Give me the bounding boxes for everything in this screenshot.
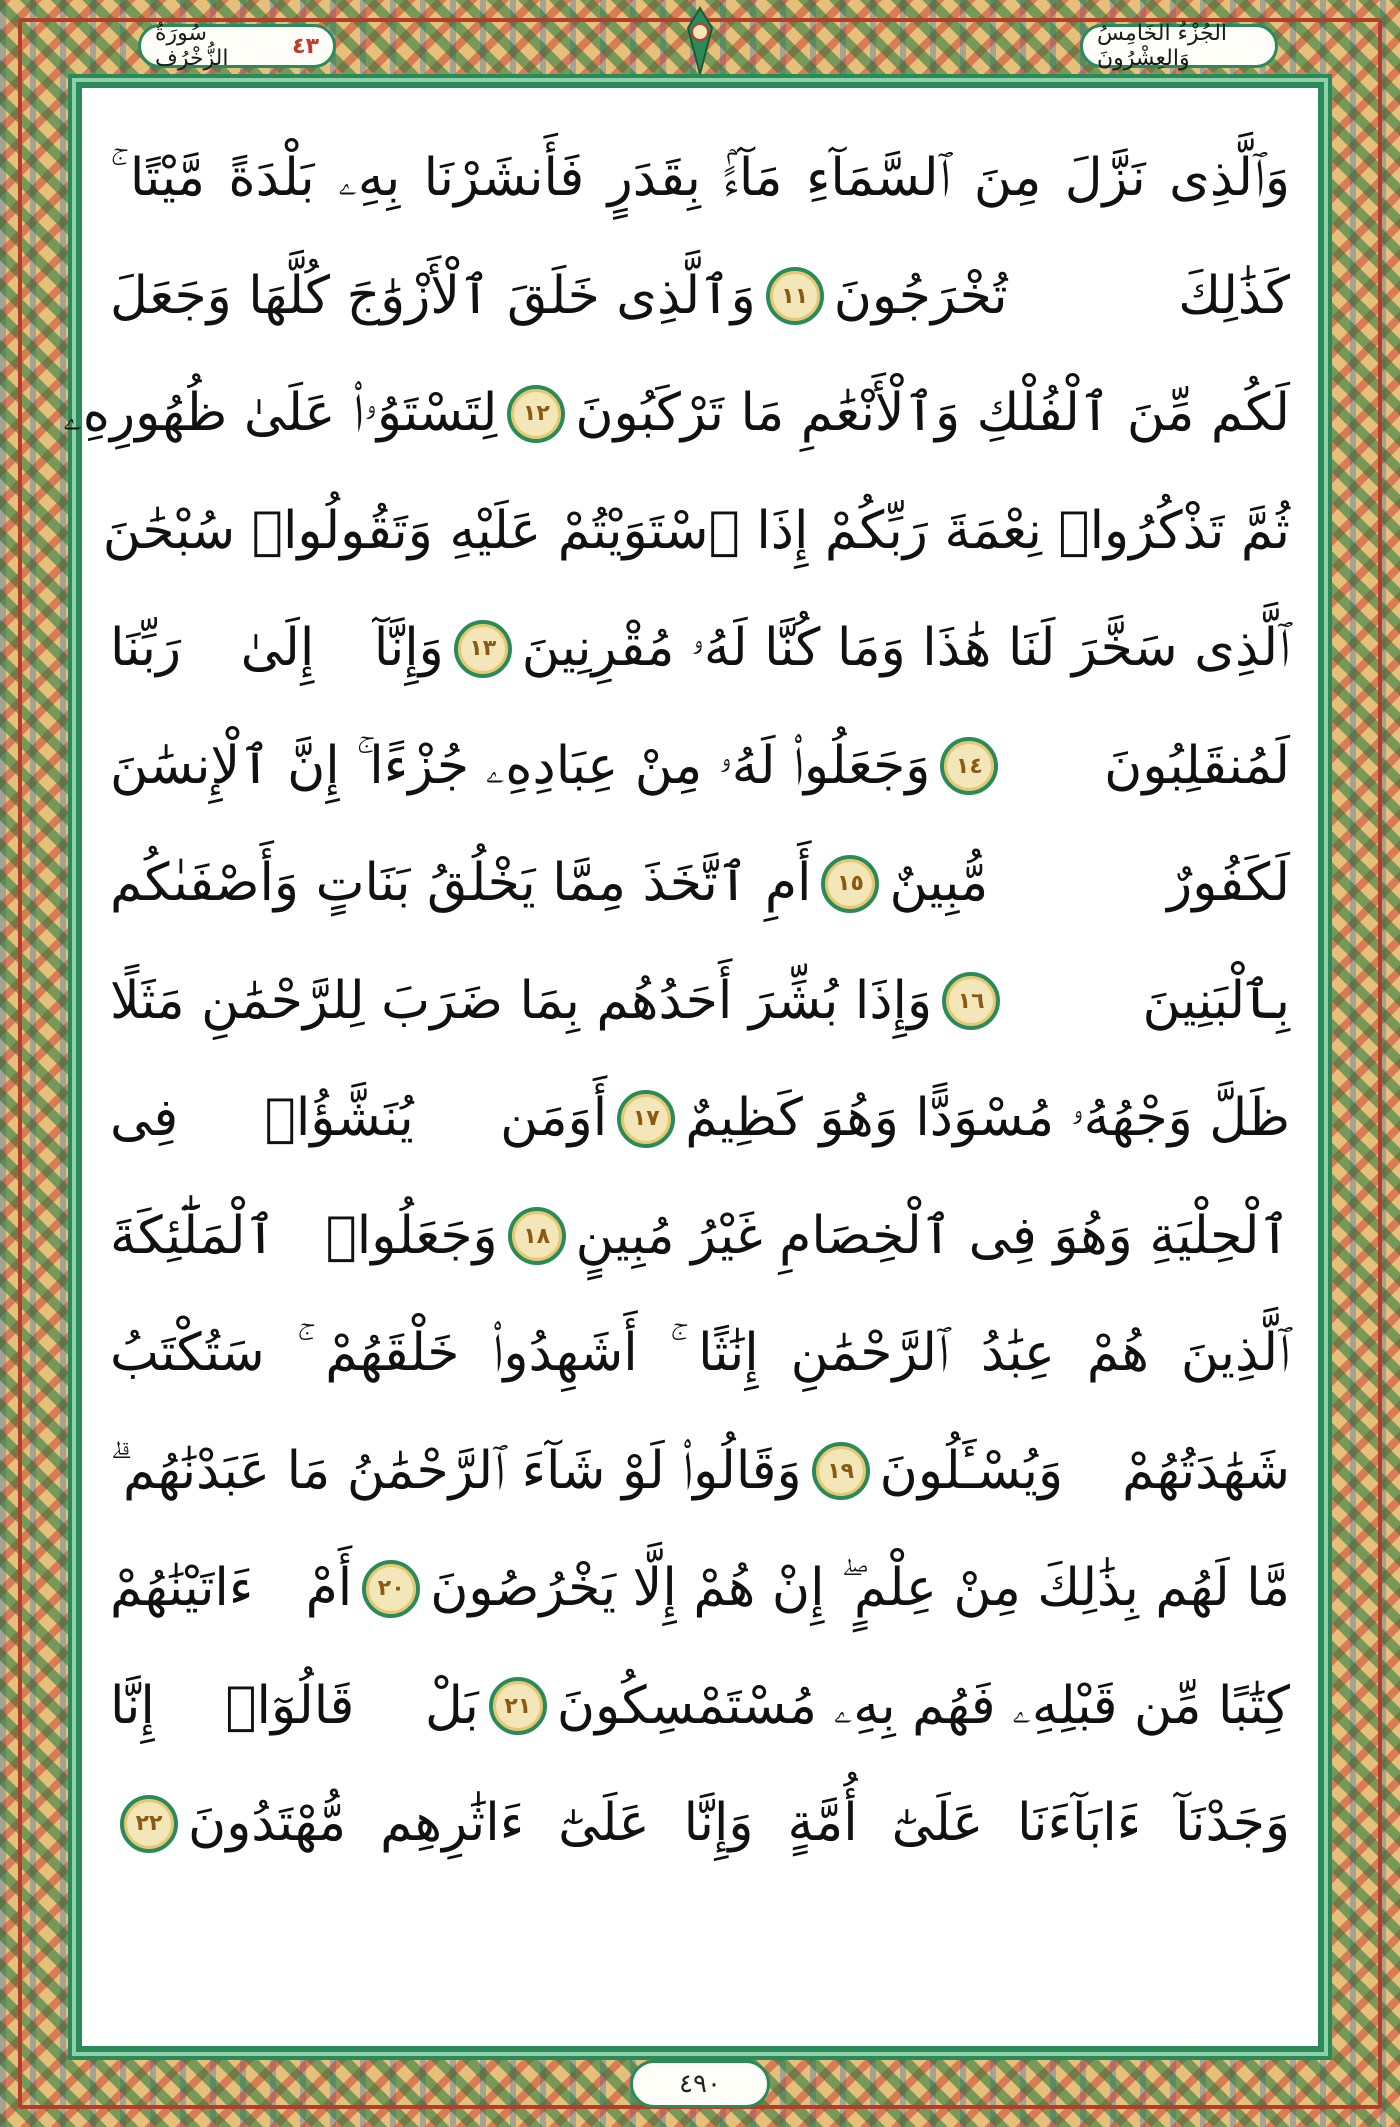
text-line [110, 1178, 1290, 1296]
top-ornament-icon [670, 6, 730, 76]
verse-text: ٱلَّذِينَ هُمْ عِبَٰدُ ٱلرَّحْمَٰنِ إِنَٰثًا ۚ أَشَهِدُوا۟ خَلْقَهُمْ ۚ سَتُكْتَبُ [110, 1323, 1290, 1383]
ayah-number-marker: ٢٠ [362, 1560, 420, 1618]
text-line [110, 1295, 1290, 1413]
text-line [110, 120, 1290, 238]
verse-text: وَإِذَا بُشِّرَ أَحَدُهُم بِمَا ضَرَبَ لِلرَّحْمَٰنِ مَثَلًا [110, 970, 933, 1031]
verse-text: لَكَفُورٌ مُّبِينٌ [889, 853, 1290, 913]
verse-text: بِٱلْبَنِينَ [1142, 970, 1290, 1031]
surah-title-pill [138, 21, 336, 71]
verse-text: أَمْ ءَاتَيْنَٰهُمْ [110, 1558, 353, 1618]
ayah-number-marker: ٢٢ [120, 1795, 178, 1853]
verse-text: وَقَالُوا۟ لَوْ شَآءَ ٱلرَّحْمَٰنُ مَا عَبَدْنَٰهُم ۗ [110, 1440, 802, 1501]
ayah-number-marker: ٢١ [489, 1677, 547, 1735]
juz-label: الجُزْءُ الخَامِسُ وَالعِشْرُونَ [1097, 21, 1228, 71]
verse-text: بَلْ قَالُوٓا۟ إِنَّا [110, 1675, 479, 1736]
verse-text: لَكُم مِّنَ ٱلْفُلْكِ وَٱلْأَنْعَٰمِ مَا تَرْكَبُونَ [575, 383, 1290, 443]
surah-number: ٤٣ [292, 33, 319, 59]
verse-text: وَٱلَّذِى خَلَقَ ٱلْأَزْوَٰجَ كُلَّهَا وَجَعَلَ [110, 265, 756, 326]
verse-text: وَٱلَّذِى نَزَّلَ مِنَ ٱلسَّمَآءِ مَآءًۢ بِقَدَرٍ فَأَنشَرْنَا بِهِۦ بَلْدَةً مَّيْتًا ۚ [110, 148, 1290, 208]
quran-text [62, 120, 1290, 2000]
text-line [102, 473, 1290, 591]
text-line [62, 355, 1290, 473]
text-line [110, 1060, 1290, 1178]
verse-text: ٱلْحِلْيَةِ وَهُوَ فِى ٱلْخِصَامِ غَيْرُ مُبِينٍ [575, 1205, 1290, 1266]
juz-title-pill [1080, 21, 1278, 71]
text-line [110, 1530, 1290, 1648]
text-line [110, 238, 1290, 356]
text-line [110, 708, 1290, 826]
verse-text: مَّا لَهُم بِذَٰلِكَ مِنْ عِلْمٍ ۖ إِنْ هُمْ إِلَّا يَخْرُصُونَ [430, 1558, 1290, 1618]
verse-text: وَإِنَّآ إِلَىٰ رَبِّنَا [110, 618, 444, 678]
verse-text: وَجَدْنَآ ءَابَآءَنَا عَلَىٰٓ أُمَّةٍ وَإِنَّا عَلَىٰٓ ءَاثَٰرِهِم مُّهْتَدُونَ [188, 1793, 1290, 1853]
ayah-number-marker: ١٧ [617, 1090, 675, 1148]
ayah-number-marker: ١٣ [454, 620, 512, 678]
verse-text: ظَلَّ وَجْهُهُۥ مُسْوَدًّا وَهُوَ كَظِيمٌ [685, 1088, 1290, 1148]
verse-text: وَجَعَلُوا۟ لَهُۥ مِنْ عِبَادِهِۦ جُزْءًا ۚ إِنَّ ٱلْإِنسَٰنَ [110, 735, 931, 796]
text-line [110, 1765, 1290, 1883]
ayah-number-marker: ١١ [766, 267, 824, 325]
verse-text: كَذَٰلِكَ تُخْرَجُونَ [833, 265, 1290, 326]
verse-text: لَمُنقَلِبُونَ [1104, 735, 1290, 796]
text-line [110, 825, 1290, 943]
verse-text: شَهَٰدَتُهُمْ وَيُسْـَٔلُونَ [879, 1440, 1290, 1501]
verse-text: أَمِ ٱتَّخَذَ مِمَّا يَخْلُقُ بَنَاتٍ وَأَصْفَىٰكُم [110, 853, 812, 913]
ayah-number-marker: ١٩ [812, 1442, 870, 1500]
ayah-number-marker: ١٥ [821, 855, 879, 913]
verse-text: ٱلَّذِى سَخَّرَ لَنَا هَٰذَا وَمَا كُنَّا لَهُۥ مُقْرِنِينَ [521, 618, 1290, 678]
verse-text: لِتَسْتَوُۥا۟ عَلَىٰ ظُهُورِهِۦ [62, 383, 498, 443]
verse-text: أَوَمَن يُنَشَّؤُا۟ فِى [110, 1088, 608, 1148]
page-number [630, 2060, 770, 2108]
surah-name: سُورَةُ الزُّخْرُف [155, 21, 229, 71]
verse-text: وَجَعَلُوا۟ ٱلْمَلَٰٓئِكَةَ [110, 1205, 498, 1266]
text-line [110, 1413, 1290, 1531]
ayah-number-marker: ١٨ [508, 1207, 566, 1265]
verse-text: ثُمَّ تَذْكُرُوا۟ نِعْمَةَ رَبِّكُمْ إِذَا ٱسْتَوَيْتُمْ عَلَيْهِ وَتَقُولُوا۟ سُبْحَٰنَ [102, 500, 1290, 561]
ayah-number-marker: ١٢ [507, 385, 565, 443]
ayah-number-marker: ١٤ [940, 737, 998, 795]
text-line [110, 590, 1290, 708]
text-line [110, 943, 1290, 1061]
text-line [110, 1648, 1290, 1766]
ayah-number-marker: ١٦ [942, 972, 1000, 1030]
verse-text: كِتَٰبًا مِّن قَبْلِهِۦ فَهُم بِهِۦ مُسْتَمْسِكُونَ [556, 1675, 1290, 1736]
page-number-label: ٤٩٠ [679, 2069, 721, 2099]
